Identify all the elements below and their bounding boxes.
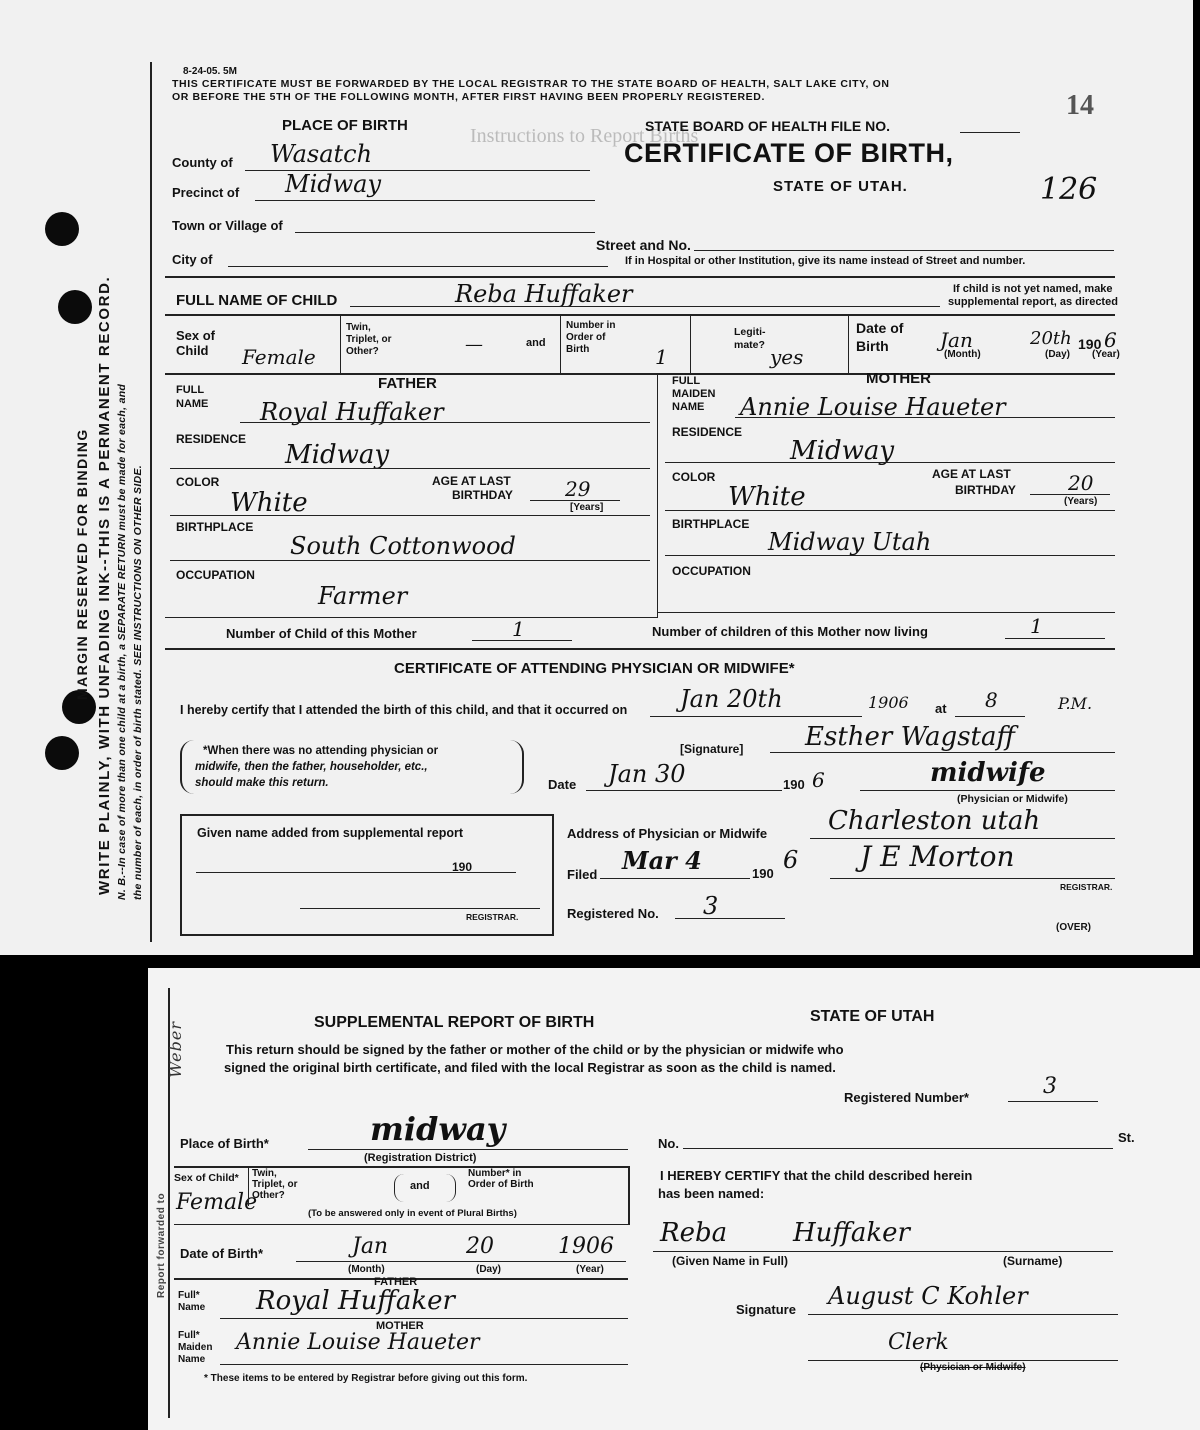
day-label: (Day) [1045, 349, 1071, 360]
footnote-line-2: midwife, then the father, householder, etc., [195, 761, 428, 773]
signed-date-value: Jan 30 [608, 760, 686, 788]
mother-name-value: Annie Louise Haueter [740, 393, 1006, 421]
supp-signature-label: Signature [736, 1302, 796, 1317]
supplemental-report-sheet [148, 968, 1200, 1430]
father-years-label: [Years] [570, 502, 604, 513]
registrar-label-box: REGISTRAR. [466, 912, 519, 922]
over-label: (OVER) [1056, 922, 1091, 933]
signed-year-digit: 6 [812, 768, 825, 792]
registrar-label: REGISTRAR. [1060, 882, 1113, 892]
father-full-name-label: FULL NAME [176, 384, 209, 410]
father-birthplace-value: South Cottonwood [290, 532, 516, 560]
supp-father-name: Royal Huffaker [256, 1286, 455, 1316]
registered-no-value: 3 [703, 892, 719, 920]
legit-label: Legiti- mate? [734, 326, 766, 351]
certificate-title: CERTIFICATE OF BIRTH, [624, 138, 954, 168]
supp-footnote: * These items to be entered by Registrar before giving out this form. [204, 1373, 528, 1384]
dob-label-2: Birth [856, 338, 889, 354]
city-label: City of [172, 252, 213, 267]
physician-heading: CERTIFICATE OF ATTENDING PHYSICIAN OR MIDWIFE* [394, 660, 795, 677]
father-occupation-label: OCCUPATION [176, 568, 255, 582]
supp-side-print: Report forwarded to [156, 1192, 167, 1298]
hospital-note: If in Hospital or other Institution, give its name instead of Street and number. [625, 255, 1026, 267]
mother-birthplace-value: Midway Utah [768, 528, 932, 556]
father-residence-value: Midway [285, 440, 390, 470]
stamp-number: 14 [1066, 90, 1094, 121]
supp-certify-rest: that the child described herein [783, 1168, 973, 1183]
mother-age-label-2: BIRTHDAY [955, 483, 1016, 497]
form-code: 8-24-05. 5M [183, 66, 237, 77]
father-heading: FATHER [378, 375, 437, 392]
given-name-label: Given name added from supplemental report [197, 826, 464, 840]
supp-place-value: midway [370, 1110, 506, 1148]
precinct-label: Precinct of [172, 185, 240, 200]
mother-color-label: COLOR [672, 470, 716, 484]
supp-certify-line-2: has been named: [658, 1186, 765, 1201]
father-color-label: COLOR [176, 475, 220, 489]
supp-dob-day: 20 [466, 1234, 494, 1259]
signature-label: [Signature] [680, 742, 744, 756]
time-unit-value: P.M. [1058, 694, 1093, 713]
supp-sex-value: Female [176, 1190, 258, 1215]
supp-registered-number-label: Registered Number* [844, 1090, 969, 1105]
supp-dob-month: Jan [352, 1234, 389, 1259]
notice-line-2: OR BEFORE THE 5TH OF THE FOLLOWING MONTH, AFTER FIRST HAVING BEEN PROPERLY REGISTERED. [172, 91, 765, 103]
sex-label: Sex of Child [176, 328, 216, 358]
filed-year-digit: 6 [783, 846, 799, 874]
father-birthplace-label: BIRTHPLACE [176, 520, 254, 534]
month-label: (Month) [944, 349, 981, 360]
supp-dob-year: 1906 [558, 1234, 614, 1259]
supp-mother-name: Annie Louise Haueter [236, 1330, 480, 1355]
binding-hole-2 [58, 290, 92, 324]
mother-occupation-label: OCCUPATION [672, 564, 751, 578]
margin-binding-text: MARGIN RESERVED FOR BINDING [74, 428, 90, 700]
father-age-label-1: AGE AT LAST [432, 474, 511, 488]
supp-side-handwriting: Weber [166, 1021, 185, 1078]
supp-certify-label [660, 1168, 972, 1183]
and-label: and [526, 337, 546, 349]
filed-value: Mar 4 [622, 846, 702, 875]
supp-no-label: No. [658, 1136, 679, 1151]
supp-instructions-2: signed the original birth certificate, and filed with the local Registrar as soon as the child is named. [224, 1060, 836, 1075]
binding-hole-1 [45, 212, 79, 246]
not-named-note-2: supplemental report, as directed [948, 296, 1118, 308]
date-label: Date [548, 777, 577, 792]
supp-surname-label: (Surname) [1003, 1254, 1063, 1268]
signature-value: Esther Wagstaff [805, 722, 1015, 752]
sex-value: Female [242, 345, 316, 369]
address-value: Charleston utah [828, 806, 1041, 836]
footnote-line-3: should make this return. [195, 777, 329, 789]
supp-district-label: (Registration District) [364, 1152, 477, 1164]
father-occupation-value: Farmer [318, 582, 408, 610]
supp-st-label: St. [1118, 1130, 1135, 1145]
supp-role-label: (Physician or Midwife) [920, 1362, 1026, 1373]
dob-year-printed: 190 [1078, 336, 1102, 352]
supp-title-value: Clerk [888, 1330, 949, 1355]
year-label: (Year) [1092, 349, 1120, 360]
supp-year-label: (Year) [576, 1264, 604, 1275]
num-living-label: Number of children of this Mother now living [652, 624, 928, 639]
faint-background-text: Instructions to Report Births [470, 125, 699, 147]
num-child-label: Number of Child of this Mother [226, 626, 417, 641]
dob-label-1: Date of [856, 320, 904, 336]
mother-maiden-name-label: FULL MAIDEN NAME [672, 375, 716, 413]
supp-day-label: (Day) [476, 1264, 502, 1275]
street-label: Street and No. [596, 237, 691, 253]
full-name-of-child-label: FULL NAME OF CHILD [176, 292, 338, 309]
father-color-value: White [230, 488, 308, 518]
father-residence-label: RESIDENCE [176, 432, 247, 446]
num-child-value: 1 [512, 617, 525, 641]
supp-given-name-label: (Given Name in Full) [672, 1254, 789, 1268]
supp-twin-label: Twin, Triplet, or Other? [252, 1168, 298, 1201]
county-label: County of [172, 155, 233, 170]
supp-given-name-value: Reba [660, 1218, 728, 1248]
address-label: Address of Physician or Midwife [567, 826, 768, 841]
dob-month: Jan [940, 328, 973, 352]
place-of-birth-label: PLACE OF BIRTH [282, 117, 408, 134]
file-no-line [960, 132, 1020, 133]
supp-registered-number-value: 3 [1043, 1074, 1057, 1099]
supp-title: SUPPLEMENTAL REPORT OF BIRTH [314, 1014, 595, 1031]
mother-birthplace-label: BIRTHPLACE [672, 517, 750, 531]
mother-color-value: White [728, 482, 806, 512]
supp-plural-note: (To be answered only in event of Plural Births) [308, 1208, 517, 1219]
child-name-value: Reba Huffaker [455, 280, 633, 308]
mother-age-label-1: AGE AT LAST [932, 467, 1011, 481]
registrar-signature-value: J E Morton [860, 840, 1015, 873]
role-label: (Physician or Midwife) [957, 793, 1068, 805]
dob-year-digit: 6 [1104, 328, 1117, 352]
filed-year-printed: 190 [752, 866, 774, 881]
town-label: Town or Village of [172, 218, 283, 233]
order-label: Number in Order of Birth [566, 320, 616, 355]
supp-mother-heading: MOTHER [376, 1320, 424, 1332]
signed-year-printed: 190 [783, 777, 805, 792]
role-value: midwife [930, 758, 1046, 788]
father-age-label-2: BIRTHDAY [452, 488, 513, 502]
margin-permanent-record-text: WRITE PLAINLY, WITH UNFADING INK--THIS IS A PERMANENT RECORD. [96, 275, 113, 895]
father-name-value: Royal Huffaker [260, 398, 444, 426]
supp-certify-bold: I HEREBY CERTIFY [660, 1168, 781, 1183]
father-age-value: 29 [565, 477, 591, 501]
certify-text: I hereby certify that I attended the birth of this child, and that it occurred on [180, 703, 628, 717]
margin-note-1: N. B.--In case of more than one child at a birth, a SEPARATE RETURN must be made for each, and [116, 383, 128, 900]
supp-signature-value: August C Kohler [828, 1282, 1028, 1310]
supp-month-label: (Month) [348, 1264, 385, 1275]
supp-place-label: Place of Birth* [180, 1136, 269, 1151]
mother-residence-value: Midway [790, 436, 895, 466]
given-year-label: 190 [452, 860, 473, 874]
form-left-border [150, 62, 152, 942]
occurred-year-value: 1906 [868, 693, 909, 712]
mother-residence-label: RESIDENCE [672, 425, 743, 439]
mother-years-label: (Years) [1064, 496, 1098, 507]
at-label: at [935, 701, 947, 716]
precinct-value: Midway [285, 170, 382, 198]
state-file-label: STATE BOARD OF HEALTH FILE NO. [645, 118, 890, 134]
county-value: Wasatch [270, 140, 373, 168]
supp-sex-label: Sex of Child* [174, 1172, 239, 1184]
order-value: 1 [655, 345, 668, 369]
supp-dob-label: Date of Birth* [180, 1246, 264, 1261]
supp-surname-value: Huffaker [793, 1218, 910, 1248]
supp-order-label: Number* in Order of Birth [468, 1168, 534, 1190]
mother-age-value: 20 [1068, 471, 1094, 495]
supp-maiden-name-label: Full* Maiden Name [178, 1330, 213, 1365]
mother-heading: MOTHER [866, 370, 931, 387]
num-living-value: 1 [1030, 614, 1043, 638]
registered-no-label: Registered No. [567, 906, 659, 921]
dob-day: 20th [1030, 328, 1072, 349]
occurred-time-value: 8 [985, 688, 998, 712]
occurred-date-value: Jan 20th [680, 685, 783, 713]
state-of-utah-label: STATE OF UTAH. [773, 178, 908, 195]
supp-and-label: and [410, 1180, 430, 1192]
supp-full-name-label: Full* Name [178, 1290, 206, 1313]
binding-hole-4 [45, 736, 79, 770]
twin-label: Twin, Triplet, or Other? [346, 322, 392, 357]
supp-father-heading: FATHER [374, 1276, 418, 1288]
margin-note-2: the number of each, in order of birth stated. SEE INSTRUCTIONS ON OTHER SIDE. [132, 465, 144, 900]
legit-value: yes [770, 345, 804, 369]
twin-value: — [465, 334, 483, 355]
filed-label: Filed [567, 867, 598, 882]
not-named-note-1: If child is not yet named, make [953, 283, 1113, 295]
file-number-value: 126 [1040, 172, 1098, 207]
supp-state: STATE OF UTAH [810, 1008, 935, 1025]
footnote-line-1: *When there was no attending physician or [203, 745, 439, 757]
supp-instructions-1: This return should be signed by the father or mother of the child or by the physician or midwife who [226, 1042, 844, 1057]
notice-line-1: THIS CERTIFICATE MUST BE FORWARDED BY THE LOCAL REGISTRAR TO THE STATE BOARD OF HEALTH, SALT LAKE CITY, ON [172, 78, 890, 90]
